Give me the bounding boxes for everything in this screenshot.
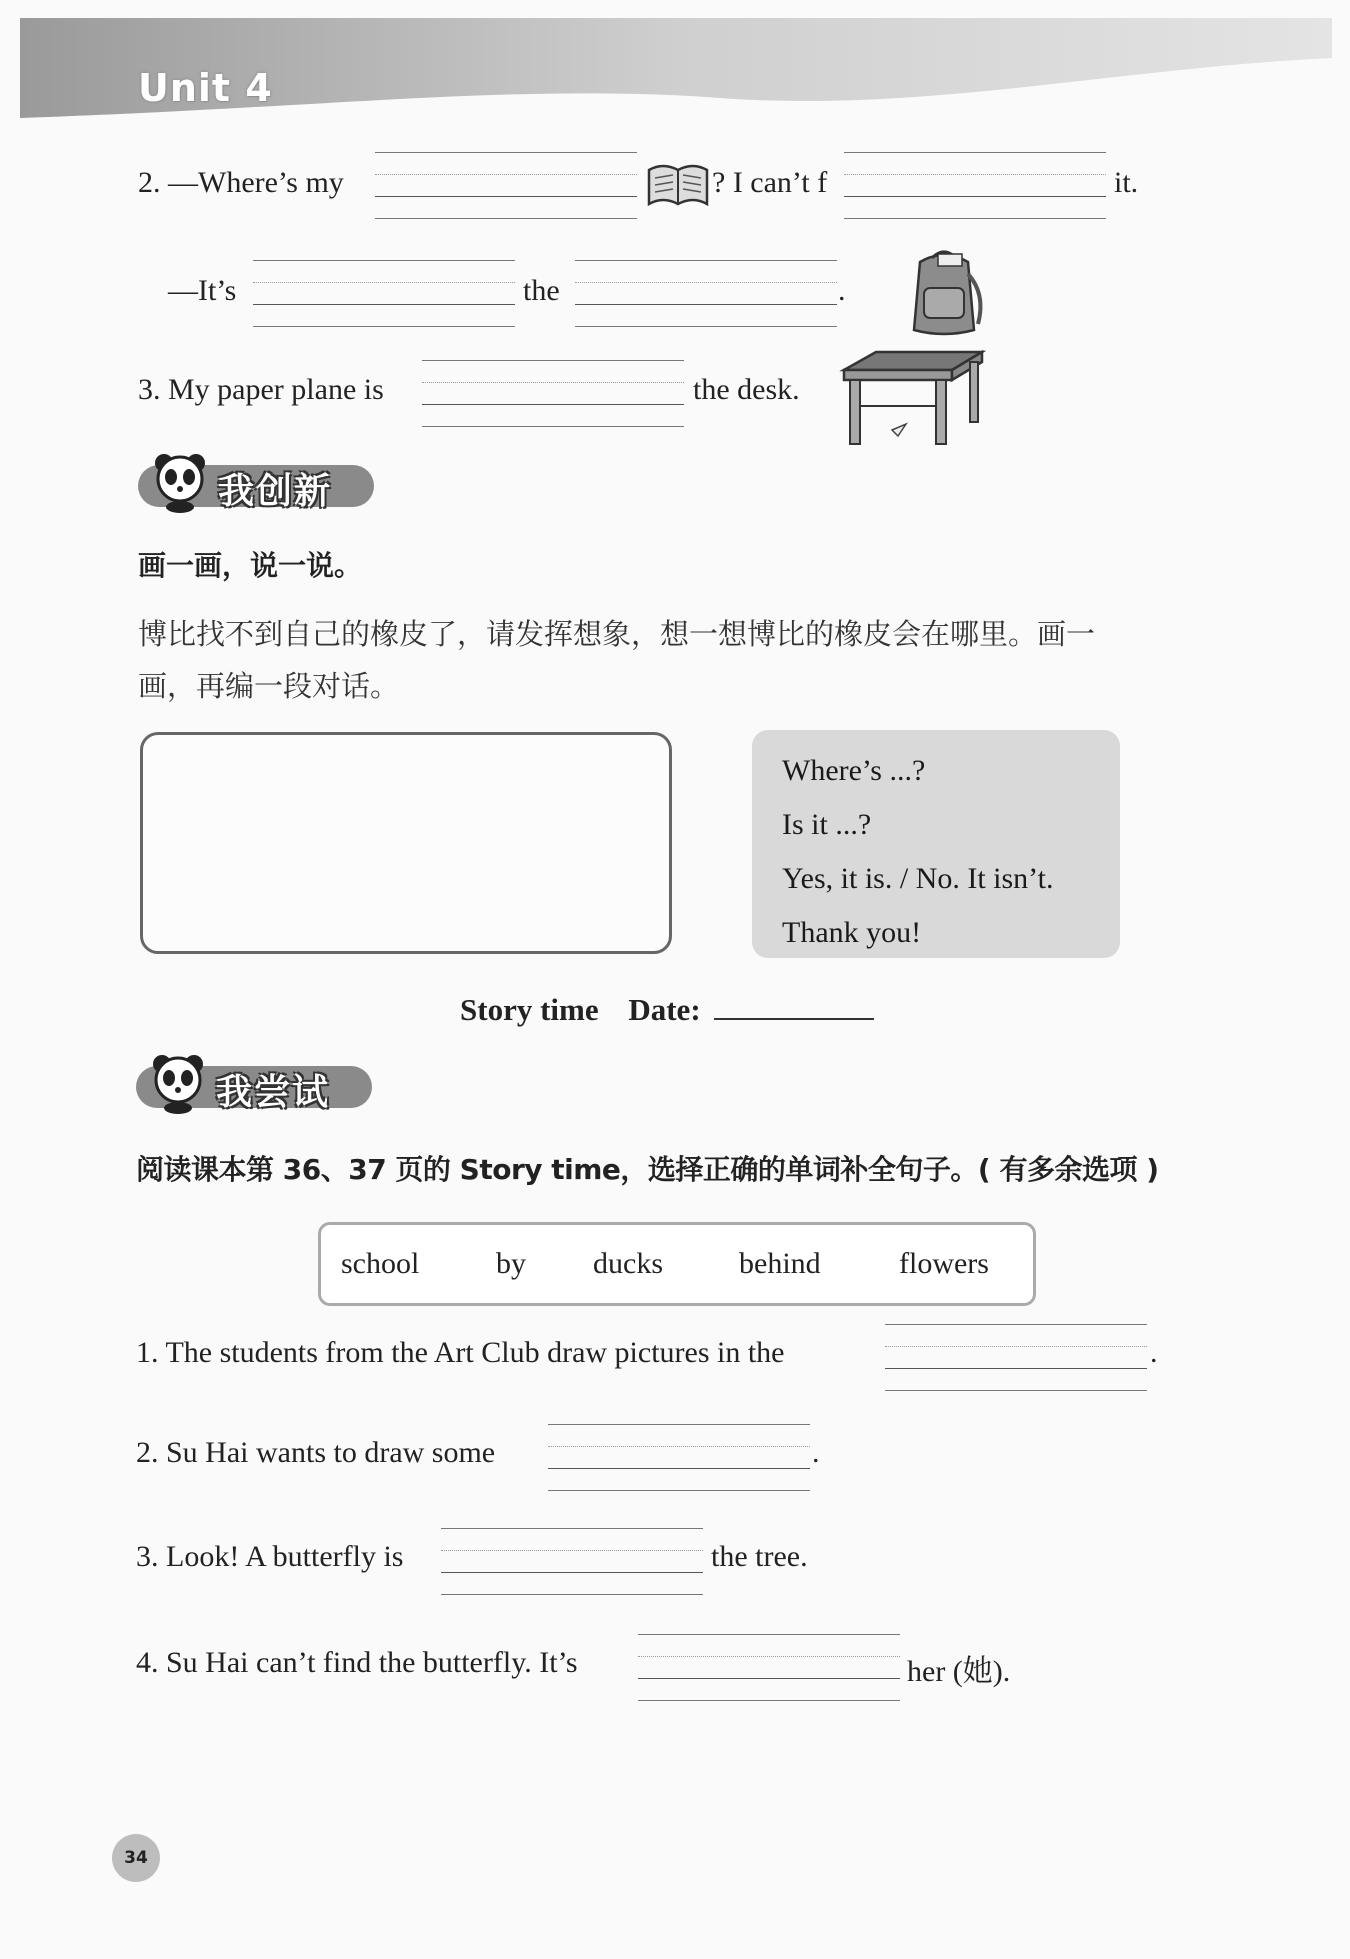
panda-icon <box>146 1050 210 1114</box>
q3-end: the desk. <box>693 373 800 406</box>
sentence-4: 4. Su Hai can’t find the butterfly. It’s <box>136 1646 578 1679</box>
q2b-blank-2[interactable] <box>575 260 837 326</box>
create-paragraph-line-2: 画，再编一段对话。 <box>138 669 400 703</box>
page-number: 34 <box>112 1834 160 1882</box>
word-option: by <box>496 1247 526 1280</box>
section-badge-try-title: 我尝试 <box>216 1072 331 1113</box>
story-heading-title: Story time <box>460 992 599 1027</box>
section-badge-create-title: 我创新 <box>218 471 333 512</box>
sentence-4-end: her (她). <box>907 1655 1011 1688</box>
sentence-1-blank[interactable] <box>885 1324 1147 1390</box>
sentence-1-end: . <box>1150 1336 1158 1369</box>
q2b-end: . <box>838 274 846 307</box>
q3-prefix: 3. My paper plane is <box>138 373 384 406</box>
q2-blank-2[interactable] <box>844 152 1106 218</box>
panda-icon <box>148 449 212 513</box>
section-badge-create <box>138 455 378 512</box>
word-option: ducks <box>593 1247 663 1280</box>
word-option: school <box>341 1247 420 1280</box>
word-option: behind <box>739 1247 821 1280</box>
dialogue-hint-box <box>752 730 1120 958</box>
q2b-mid: the <box>523 274 560 307</box>
q2b-prefix: —It’s <box>168 274 237 307</box>
q3-blank[interactable] <box>422 360 684 426</box>
hint-line: Thank you! <box>782 916 922 949</box>
story-heading <box>460 992 874 1028</box>
desk-icon <box>836 346 986 450</box>
word-option: flowers <box>899 1247 989 1280</box>
sentence-2-blank[interactable] <box>548 1424 810 1490</box>
book-icon <box>645 160 711 210</box>
sentence-2-end: . <box>812 1436 820 1469</box>
q2-prefix: 2. —Where’s my <box>138 166 344 199</box>
create-instruction: 画一画，说一说。 <box>138 549 363 582</box>
sentence-3-blank[interactable] <box>441 1528 703 1594</box>
hint-line: Is it ...? <box>782 808 872 841</box>
q2b-blank-1[interactable] <box>253 260 515 326</box>
sentence-3-end: the tree. <box>711 1540 808 1573</box>
sentence-1: 1. The students from the Art Club draw pictures in the <box>136 1336 785 1369</box>
sentence-3: 3. Look! A butterfly is <box>136 1540 404 1573</box>
sentence-2: 2. Su Hai wants to draw some <box>136 1436 496 1469</box>
create-paragraph <box>138 608 1238 712</box>
sentence-4-blank[interactable] <box>638 1634 900 1700</box>
word-bank <box>318 1222 1036 1306</box>
hint-line: Yes, it is. / No. It isn’t. <box>782 862 1054 895</box>
hint-line: Where’s ...? <box>782 754 926 787</box>
story-instruction: 阅读课本第 36、37 页的 Story time，选择正确的单词补全句子。( 有多余选项 ) <box>136 1153 1159 1186</box>
unit-title: Unit 4 <box>138 66 273 110</box>
q2-blank-1[interactable] <box>375 152 637 218</box>
section-badge-try <box>136 1056 376 1113</box>
q2-end: it. <box>1114 166 1139 199</box>
schoolbag-icon <box>898 244 990 340</box>
date-field[interactable] <box>714 994 874 1020</box>
date-label: Date: <box>628 992 701 1027</box>
q2-mid: ? I can’t f <box>712 166 828 199</box>
drawing-area[interactable] <box>140 732 672 954</box>
create-paragraph-line-1: 博比找不到自己的橡皮了，请发挥想象，想一想博比的橡皮会在哪里。画一 <box>138 617 1096 651</box>
